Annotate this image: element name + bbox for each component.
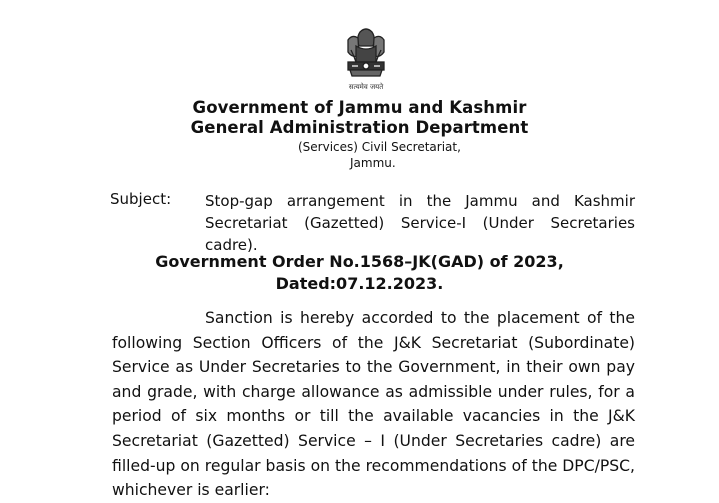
emblem-motto-text: सत्यमेव जयते (348, 83, 384, 91)
city-name: Jammu. (350, 156, 396, 170)
department-title: General Administration Department (190, 118, 529, 137)
order-date: Dated:07.12.2023. (275, 274, 444, 293)
subject-label: Subject: (110, 190, 172, 208)
order-paragraph: Sanction is hereby accorded to the placement of the following Section Officers of the J&K Secretariat (Subordinate) Service as Under Secretaries to the Government, in their own pay and grade, with charge allowance as admissible under rules, for a period of six months or till the available vacancies in the J&K Secretariat (Gazetted) Service – I (Under Secretaries cadre) are filled-up on regular basis on the recommendations of the DPC/PSC, whichever is earlier: (112, 309, 635, 500)
order-number: Government Order No.1568–JK(GAD) of 2023, (155, 252, 564, 271)
subject-text: Stop-gap arrangement in the Jammu and Kashmir Secretariat (Gazetted) Service-I (Under Secretaries cadre). (205, 192, 635, 254)
office-address: (Services) Civil Secretariat, (298, 140, 461, 154)
government-title: Government of Jammu and Kashmir (192, 98, 527, 117)
